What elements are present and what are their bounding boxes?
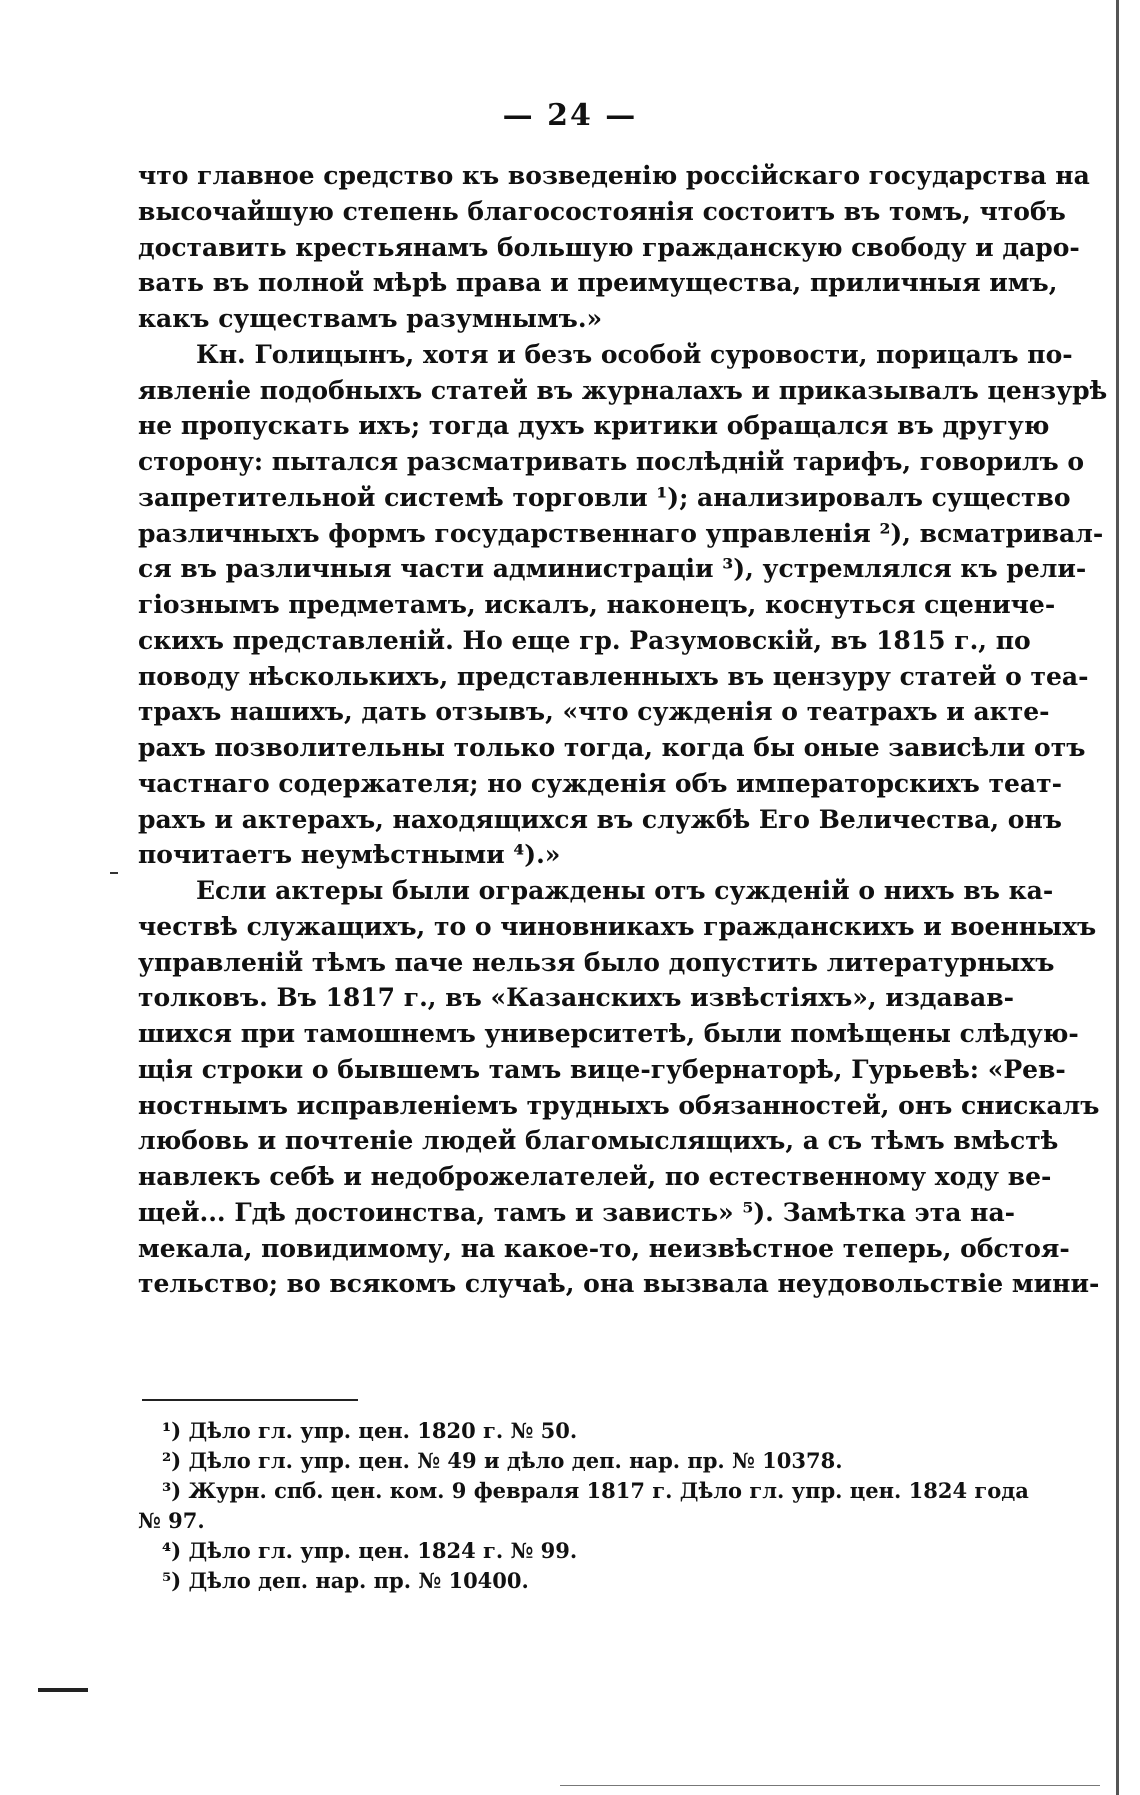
- footnote: ²) Дѣло гл. упр. цен. № 49 и дѣло деп. нар. пр. № 10378.: [162, 1448, 843, 1473]
- text-line: не пропускать ихъ; тогда духъ критики обращался въ другую: [138, 411, 1050, 441]
- text-line: гіознымъ предметамъ, искалъ, наконецъ, коснуться сцениче-: [138, 590, 1056, 619]
- footnote-rule: [142, 1399, 358, 1401]
- footnote-continuation: № 97.: [138, 1508, 205, 1533]
- footnote: ⁵) Дѣло деп. нар. пр. № 10400.: [162, 1568, 529, 1593]
- text-line: почитаетъ неумѣстными ⁴).»: [138, 840, 561, 870]
- text-line: доставить крестьянамъ большую гражданскую свободу и даро-: [138, 232, 1080, 262]
- text-line: явленіе подобныхъ статей въ журналахъ и приказывалъ цензурѣ: [138, 375, 1108, 405]
- text-line: рахъ и актерахъ, находящихся въ службѣ Его Величества, онъ: [138, 804, 1062, 834]
- text-line: любовь и почтеніе людей благомыслящихъ, а съ тѣмъ вмѣстѣ: [138, 1126, 1059, 1156]
- paragraph-start: Если актеры были ограждены отъ сужденій о нихъ въ ка-: [196, 876, 1054, 905]
- text-line: тельство; во всякомъ случаѣ, она вызвала неудовольствіе мини-: [138, 1269, 1100, 1299]
- text-line: что главное средство къ возведенію россійскаго государства на: [138, 161, 1090, 190]
- text-line: щія строки о бывшемъ тамъ вице-губернаторѣ, Гурьевѣ: «Рев-: [138, 1054, 1066, 1084]
- text-line: навлекъ себѣ и недоброжелателей, по естественному ходу ве-: [138, 1162, 1052, 1191]
- footnote: ¹) Дѣло гл. упр. цен. 1820 г. № 50.: [162, 1418, 578, 1443]
- text-line: какъ существамъ разумнымъ.»: [138, 304, 603, 333]
- text-line: толковъ. Въ 1817 г., въ «Казанскихъ извѣстіяхъ», издавав-: [138, 983, 1014, 1013]
- page-edge-line: [1116, 0, 1119, 1795]
- page-number: — 24 —: [502, 98, 638, 133]
- text-line: сторону: пытался разсматривать послѣдній тарифъ, говорилъ о: [138, 447, 1085, 476]
- text-line: частнаго содержателя; но сужденія объ императорскихъ теат-: [138, 768, 1062, 798]
- text-line: высочайшую степень благосостоянія состоитъ въ томъ, чтобъ: [138, 196, 1066, 226]
- text-line: вать въ полной мѣрѣ права и преимущества, приличныя имъ,: [138, 268, 1058, 298]
- text-line: шихся при тамошнемъ университетѣ, были помѣщены слѣдую-: [138, 1019, 1079, 1048]
- footnote: ³) Журн. спб. цен. ком. 9 февраля 1817 г. Дѣло гл. упр. цен. 1824 года: [162, 1478, 1029, 1503]
- text-line: скихъ представленій. Но еще гр. Разумовскій, въ 1815 г., по: [138, 625, 1031, 655]
- text-line: щей... Гдѣ достоинства, тамъ и зависть» ⁵). Замѣтка эта на-: [138, 1197, 1016, 1227]
- footnotes: [138, 1416, 1029, 1596]
- text-line: ностнымъ исправленіемъ трудныхъ обязанностей, онъ снискалъ: [138, 1090, 1100, 1120]
- scan-mark: [38, 1688, 88, 1692]
- text-line: запретительной системѣ торговли ¹); анализировалъ существо: [138, 482, 1071, 512]
- text-line: чествѣ служащихъ, то о чиновникахъ гражданскихъ и военныхъ: [138, 911, 1097, 941]
- text-line: поводу нѣсколькихъ, представленныхъ въ цензуру статей о теа-: [138, 661, 1089, 691]
- body-text: [138, 158, 1108, 1302]
- text-line: трахъ нашихъ, дать отзывъ, «что сужденія о театрахъ и акте-: [138, 697, 1050, 727]
- text-line: мекала, повидимому, на какое-то, неизвѣстное теперь, обстоя-: [138, 1233, 1070, 1263]
- footnote: ⁴) Дѣло гл. упр. цен. 1824 г. № 99.: [162, 1538, 578, 1563]
- text-line: рахъ позволительны только тогда, когда бы оные зависѣли отъ: [138, 733, 1086, 762]
- text-line: ся въ различныя части администраціи ³), устремлялся къ рели-: [138, 554, 1087, 584]
- margin-mark: [110, 872, 118, 874]
- text-line: различныхъ формъ государственнаго управленія ²), всматривал-: [138, 518, 1104, 548]
- paragraph-start: Кн. Голицынъ, хотя и безъ особой суровости, порицалъ по-: [196, 339, 1073, 369]
- text-line: управленій тѣмъ паче нельзя было допустить литературныхъ: [138, 947, 1055, 977]
- scan-edge-line: [560, 1785, 1100, 1786]
